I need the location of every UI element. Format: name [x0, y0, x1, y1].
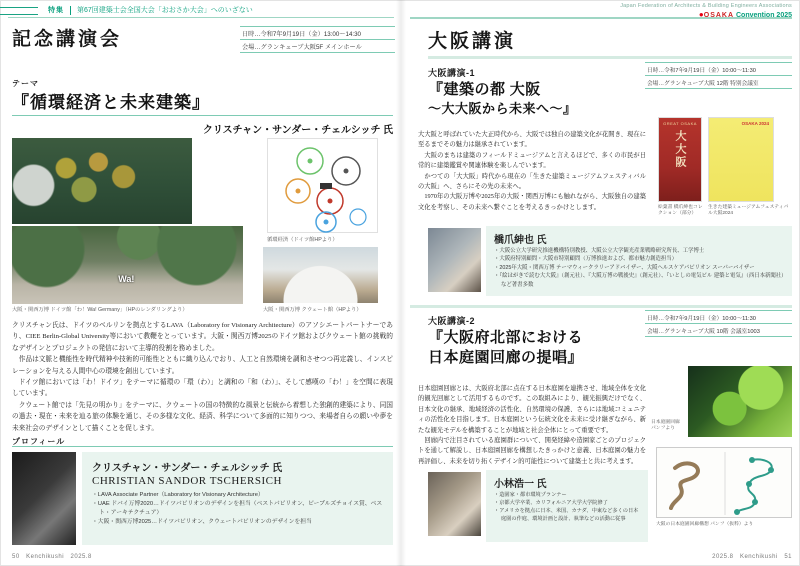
- german-pavilion-street-photo: [12, 226, 243, 304]
- lecture2-paragraph: 回廊内で注目されている庭園群について、開発経緯や造園家ごとのプロジェクトを通して解説し、日本庭園回廊を構想したきっかけと意義、日本庭園の魅力を再評価し、未来を切り拓くデザイン的可能性について建築士と共に考えます。: [418, 436, 646, 465]
- keynote-speaker-name: クリスチャン・サンダー・チェルシッチ 氏: [202, 125, 393, 136]
- profile-name-jp: クリスチャン・サンダー・チェルシッチ 氏: [92, 463, 283, 474]
- corner-deco-lines: [0, 7, 38, 15]
- lecture2-speaker-bullet: ・アメリカを拠点に日本、米国、カナダ、中東など多くの日本庭園の作庭、環境計画と設計、執筆などの活動に従事: [494, 508, 639, 523]
- german-pavilion-aerial-photo: [12, 138, 192, 224]
- diagram-caption: 循環経済（ドイツ館HPより）: [267, 237, 338, 243]
- garden-caption-line1: 日本庭園回廊: [651, 420, 680, 425]
- theme-label: テーマ: [12, 79, 39, 88]
- lecture1-paragraph: 大阪のまちは建築のフィールドミュージアムと言えるほどで、多くの市民が日常的に建築鑑賞や関連体験を楽しんでいます。: [418, 151, 646, 170]
- lecture2-venue: 会場…グランキューブ大阪 10階 会議室1003: [645, 324, 792, 337]
- left-header-rule: [8, 17, 394, 18]
- lecture1-label: 大阪講演-1: [428, 68, 476, 78]
- left-schedule-venue: 会場…グランキューブ大阪5F メインホール: [240, 40, 395, 53]
- poster2-caption: 生きた建築ミュージアムフェスティバル大阪2024: [708, 205, 789, 217]
- feature-title: 第67回建築士会全国大会「おおさか大会」へのいざない: [77, 7, 253, 14]
- lecture1-speaker-name: 橋爪紳也 氏: [494, 235, 547, 246]
- keynote-paragraph: クリスチャン氏は、ドイツのベルリンを拠点とするLAVA（Laboratory for Visionary Architecture）のアソシエートパートナーであり、CIEE Berlin-Global University等において教鞭をとっています。大阪・関西万博2025のドイツ館およびクウェート館の挑戦的なデザインとプロジェクトの発信において主導的役割を務めました。: [12, 322, 393, 352]
- poster1-jp-text: 大大阪: [674, 130, 686, 169]
- profile-heading: プロフィール: [12, 437, 66, 446]
- poster2-en-text: OSAKA 2024: [741, 121, 769, 126]
- right-title-band: [428, 56, 792, 59]
- lecture2-title-line2: 日本庭園回廊の提唱』: [428, 350, 584, 367]
- lecture2-title-line1: 『大阪府北部における: [428, 330, 584, 346]
- profile-name-en: CHRISTIAN SANDOR TSCHERSICH: [92, 475, 282, 487]
- association-name: Japan Federation of Architects & Building Engineers Associations: [620, 3, 792, 9]
- logo-osaka: OSAKA: [703, 11, 735, 19]
- lecture2-speaker-name: 小林浩一 氏: [494, 479, 547, 490]
- great-osaka-poster: [658, 117, 702, 202]
- hashizume-portrait-photo: [428, 228, 481, 292]
- lecture1-schedule-box: [645, 62, 792, 89]
- tschersich-portrait-photo: [12, 452, 76, 545]
- keynote-paragraph: 作品は文脈と機能性を時代精神や技術的可能性とともに織り込んでおり、人工と自然環境を調和させつつ再定義し、インスピレーションを与える人間中心の環境を創出しています。: [12, 356, 393, 375]
- keynote-body: [12, 320, 393, 434]
- lecture2-title: [428, 328, 658, 369]
- convention-logo: [620, 10, 792, 21]
- lecture1-paragraph: 1970年の大阪万博や2025年の大阪・関西万博にも触れながら、大阪独自の建築文化を考察し、その未来へ繋ぐことを考えるきっかけとします。: [418, 193, 646, 211]
- logo-dot-icon: ●: [698, 9, 704, 19]
- lecture2-datetime: 日時…令和7年9月19日（金）10:00〜11:30: [645, 311, 792, 324]
- lecture1-title: [428, 80, 648, 118]
- lecture1-speaker-bullet: ・大阪公立大学研究推進機構特別教授、大阪公立大学観光産業戦略研究所長、工学博士: [494, 248, 705, 254]
- association-header: [620, 3, 792, 21]
- garden-corridor-maps: [656, 447, 792, 518]
- eyebrow-divider: [70, 6, 71, 15]
- lecture1-paragraph: 大大阪と呼ばれていた大正時代から、大阪では独自の建築文化が花開き、現在に至るまでその魅力は継承されています。: [418, 131, 646, 149]
- lecture2-speaker-bullet: ・造園家・都市環境プランナー: [494, 492, 567, 498]
- profile-rule: [12, 446, 393, 447]
- profile-card: [82, 452, 393, 545]
- maps-caption: 大阪の日本庭園回廊構想 パンフ（抜粋）より: [656, 522, 754, 527]
- profile-bullet: ・大阪・関西万博2025…ドイツパビリオン、クウェートパビリオンのデザインを担当: [92, 518, 312, 525]
- lecture1-paragraph: かつての「大大阪」時代から現在の「生きた建築ミュージアムフェスティバルの大阪」へ、さらにその先の未来へ。: [418, 172, 646, 190]
- right-page-title: 大阪講演: [428, 31, 517, 52]
- lecture1-speaker-card: [486, 226, 792, 296]
- lecture1-datetime: 日時…令和7年9月19日（金）10:00〜11:30: [645, 63, 792, 76]
- main-photo-caption: 大阪・関西万博 ドイツ館「わ！Wa! Germany」（HPのレンダリングより）: [12, 307, 188, 313]
- japanese-garden-aerial-photo: [688, 366, 792, 437]
- logo-event: Convention 2025: [735, 11, 792, 19]
- lecture1-title-line1: 『建築の都 大阪: [428, 82, 541, 98]
- poster1-caption: 絵葉書 橋爪紳也コレクション（部分）: [658, 205, 703, 217]
- kuwait-pavilion-photo: [263, 247, 378, 303]
- left-schedule-box: [240, 26, 395, 53]
- lecture2-label: 大阪講演-2: [428, 316, 476, 326]
- right-page-footer: 2025.8 Kenchikushi 51: [712, 554, 792, 560]
- lecture1-speaker-bullet: ・2025年大阪・関西万博 テーマウィークラリーアドバイザー、大阪ヘルスケアパビリオン スーパーバイザー: [494, 264, 755, 271]
- lecture1-body: [418, 130, 646, 213]
- profile-bullet: ・LAVA Associate Partner（Laboratory for Visionary Architecture）: [92, 492, 264, 498]
- maps-graphic: [657, 448, 793, 519]
- lecture1-title-line2: 〜大大阪から未来へ〜』: [428, 101, 577, 117]
- lecture1-speaker-bullet: ・『絵はがきで読む大大阪』（創元社）、『大阪万博の戦後史』（創元社）、『いとしの電気ビル 建築と電気』（西日本新聞社）など著書多数: [494, 273, 784, 288]
- garden-caption-line2: パンフより: [651, 426, 675, 432]
- lecture2-speaker-bullet: ・京都大学卒業、カリフォルニア大学大学院修了: [494, 500, 608, 507]
- kobayashi-portrait-photo: [428, 472, 481, 536]
- feature-eyebrow: [48, 5, 253, 15]
- circular-economy-diagram: [267, 138, 378, 233]
- kuwait-photo-caption: 大阪・関西万博 クウェート館（HPより）: [263, 307, 362, 313]
- keynote-paragraph: ドイツ館においては「わ！ドイツ」をテーマに循環の「環（わ）」と調和の「和（わ）」、そして感嘆の「わ！」を空間に表現しています。: [12, 378, 393, 398]
- left-page-footer: 50 Kenchikushi 2025.8: [12, 554, 92, 560]
- lecture1-venue: 会場…グランキューブ大阪 12階 特別会議室: [645, 76, 792, 89]
- profile-bullet: ・UAE ドバイ万博2020…ドイツパビリオンのデザインを担当（ベストパビリオン、ピープルズチョイス賞、ベスト・アーキテクチュア）: [92, 500, 383, 516]
- lecture1-speaker-bullet: ・大阪府特別顧問・大阪市特別顧問（万博推進および、都市魅力創造担当）: [494, 256, 678, 263]
- lecture2-schedule-box: [645, 310, 792, 337]
- lecture2-speaker-card: [486, 470, 648, 542]
- theme-underline: [12, 115, 393, 116]
- left-schedule-datetime: 日時…令和7年9月19日（金）13:00〜14:30: [240, 27, 395, 40]
- poster1-en-text: GREAT OSAKA: [663, 121, 697, 126]
- page-gutter: [396, 0, 406, 566]
- wa-banner-text: Wa!: [118, 273, 135, 284]
- left-page-title: 記念講演会: [12, 29, 123, 50]
- lecture2-paragraph: 日本庭園回廊とは、大阪府北部に点在する日本庭園を連携させ、地域全体を文化的観光回廊として活用するものです。この取組みにより、観光振興だけでなく、日本文化の継承、地域経済の活性化、自然環境の保護、さらには地域コミュニティの活性化を目指します。日本庭園という伝統文化を未来に受け継ぎながら、新たな観光モデルを構築することが地域と社会全体にとって重要です。: [418, 385, 646, 434]
- diagram-graphic: [268, 139, 379, 234]
- garden-photo-caption: [651, 420, 687, 433]
- section-divider-band: [410, 305, 792, 308]
- theme-title: 『循環経済と未来建築』: [12, 93, 210, 112]
- keynote-paragraph: クウェート館では「先見の明かり」をテーマに、クウェートの国の特徴的な風景と伝統から着想した独創的建築により、同国の過去・現在・未来を辿る旅の体験を通じ、その多様な文化、経済、科学について多面的に知りつつ、来場者自らの願いや夢を未来社会のデザインとして描くことを促します。: [12, 401, 393, 432]
- feature-tag: 特集: [48, 7, 64, 14]
- lecture2-body: [418, 384, 646, 467]
- ikenchiku-festival-poster: [708, 117, 774, 202]
